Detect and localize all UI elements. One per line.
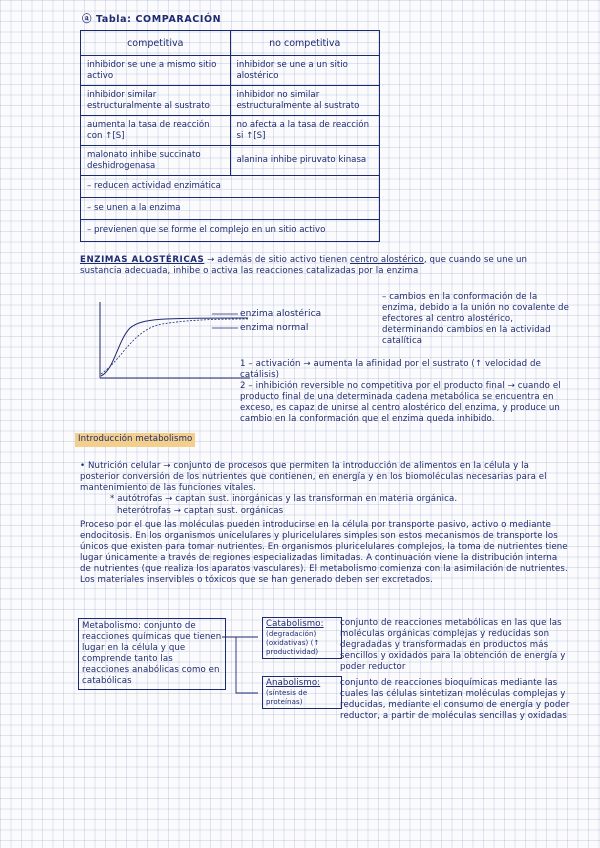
- table-row: [81, 176, 380, 198]
- table-row: [81, 116, 380, 146]
- table-header-row: [81, 31, 380, 56]
- allosteric-heading: ENZIMAS ALOSTÉRICAS: [80, 255, 205, 265]
- table-cell: alanina inhibe piruvato kinasa: [230, 146, 380, 176]
- circle-a-icon: ⓐ: [82, 14, 93, 25]
- table-row: [81, 86, 380, 116]
- allosteric-point-2: 2 – inhibición reversible no competitiva por el producto final → cuando el producto final de una determinada cadena metabólica se encuentra en exceso, es capaz de unirse al centro alostérico del enzima, y produce un cambio en la conformación que el enzima queda inhibido.: [240, 381, 561, 424]
- table-cell: inhibidor se une a mismo sitio activo: [81, 56, 231, 86]
- catabolism-box: [262, 617, 342, 659]
- autotroph-bullet: * autótrofas → captan sust. inorgánicas y las transforman en materia orgánica.: [110, 494, 458, 504]
- table-row: [81, 146, 380, 176]
- nutrition-paragraph: • Nutrición celular → conjunto de procesos que permiten la introducción de alimentos en la célula y la posterior conversión de los nutrientes que contienen, en energía y en los biomoléculas necesarias para el mantenimiento de las funciones vitales.: [80, 461, 547, 493]
- bracket-connector: [222, 625, 262, 705]
- allosteric-intro-text-2: , que cuando se une un sustancia adecuada, inhibe o activa las reacciones catalizadas por la enzima: [80, 255, 528, 276]
- table-cell: no afecta a la tasa de reacción si ↑[S]: [230, 116, 380, 146]
- metabolism-definition: Metabolismo: conjunto de reacciones químicas que tienen lugar en la célula y que comprende tanto las reacciones anabólicas como en catabólicas: [82, 621, 222, 686]
- catabolism-label: Catabolismo:: [266, 619, 324, 629]
- catabolism-text: conjunto de reacciones metabólicas en las que las moléculas orgánicas complejas y reducidas son degradadas y transformadas en productos más sencillos y oxidados para la obtención de energía y poder reductor: [340, 618, 566, 672]
- catabolism-sub: (degradación) (oxidativas) (↑ productividad): [266, 630, 320, 656]
- table-cell: inhibidor se une a un sitio alostérico: [230, 56, 380, 86]
- heterotroph-bullet: heterótrofas → captan sust. orgánicas: [117, 506, 284, 516]
- metabolism-definition-box: [78, 618, 226, 690]
- header-competitive: competitiva: [81, 31, 231, 56]
- bracket-lines: [222, 637, 258, 693]
- sketch-sigmoid-curve: [101, 318, 248, 376]
- anabolism-sub: (síntesis de proteínas): [266, 689, 308, 706]
- comparison-table: [80, 30, 380, 242]
- sketch-normal-curve: [101, 319, 248, 374]
- allosteric-center-term: centro alostérico: [350, 255, 424, 265]
- table-row: [81, 56, 380, 86]
- header-noncompetitive: no competitiva: [230, 31, 380, 56]
- allosteric-intro: [80, 255, 560, 277]
- anabolism-text: conjunto de reacciones bioquímicas mediante las cuales las células sintetizan moléculas complejas y reducidas, mediante el consumo de energía y poder reductor, a partir de moléculas sencillas y oxidadas: [340, 678, 570, 721]
- metabolism-heading: Introducción metabolismo: [78, 434, 193, 444]
- comparison-title: ⓐ Tabla: COMPARACIÓN: [82, 14, 222, 25]
- table-cell: malonato inhibe succinato deshidrogenasa: [81, 146, 231, 176]
- table-cell: inhibidor no similar estructuralmente al sustrato: [230, 86, 380, 116]
- curve-label-allosteric: enzima alostérica: [240, 309, 322, 319]
- anabolism-label: Anabolismo:: [266, 678, 321, 688]
- shared-row: – se unen a la enzima: [81, 198, 380, 220]
- allosteric-intro-text-1: → además de sitio activo tienen: [207, 255, 348, 265]
- transport-paragraph: Proceso por el que las moléculas pueden introducirse en la célula por transporte pasivo, activo o mediante endocitosis. En los organismos unicelulares y pluricelulares simples son estos mecanismos de transporte los únicos que existen para tomar nutrientes. En organismos pluricelulares complejos, la toma de nutrientes tiene lugar únicamente a través de regiones especializadas limitadas. A continuación viene la distribución interna de nutrientes (que realiza los aparatos vasculares). El metabolismo comienza con la asimilación de nutrientes. Los materiales inservibles o tóxicos que se han generado deben ser excretados.: [80, 520, 568, 585]
- table-cell: aumenta la tasa de reacción con ↑[S]: [81, 116, 231, 146]
- table-cell: inhibidor similar estructuralmente al sustrato: [81, 86, 231, 116]
- table-row: [81, 198, 380, 220]
- curve-label-normal: enzima normal: [240, 323, 309, 333]
- anabolism-box: [262, 676, 342, 709]
- shared-row: – reducen actividad enzimática: [81, 176, 380, 198]
- table-row: [81, 220, 380, 242]
- allosteric-side-note: – cambios en la conformación de la enzima, debido a la unión no covalente de efectores al centro alostérico, determinando cambios en la actividad catalítica: [382, 292, 569, 346]
- allosteric-point-1: 1 – activación → aumenta la afinidad por el sustrato (↑ velocidad de catálisis): [240, 359, 541, 380]
- allosteric-curve-sketch: [92, 300, 252, 380]
- shared-row: – previenen que se forme el complejo en un sitio activo: [81, 220, 380, 242]
